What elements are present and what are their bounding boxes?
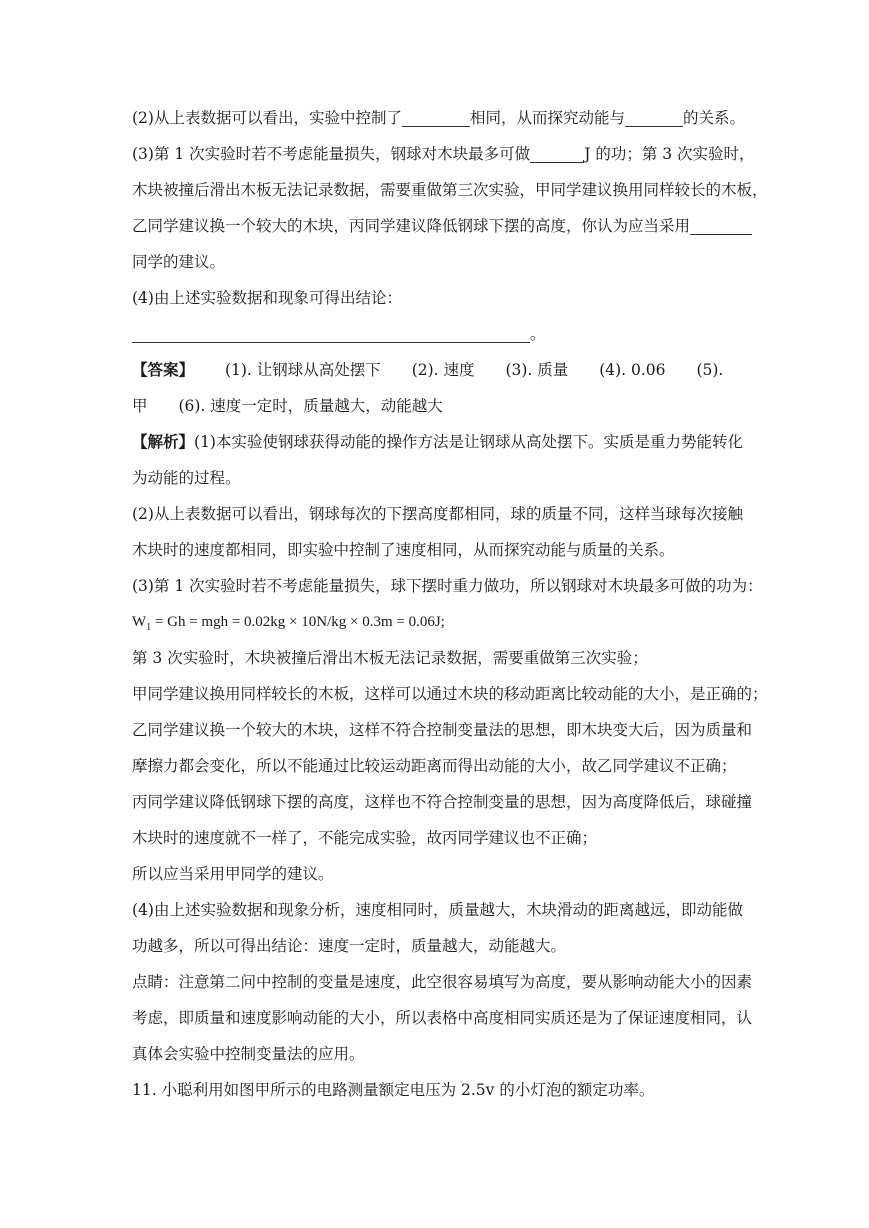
analysis-p2-line-2: 木块时的速度都相同，即实验中控制了速度相同，从而探究动能与质量的关系。 — [132, 541, 675, 559]
analysis-p3-line-6: 摩擦力都会变化，所以不能通过比较运动距离而得出动能的大小，故乙同学建议不正确； — [132, 757, 737, 775]
answer-blank — [402, 106, 470, 127]
question-3-line-1: (3)第 1 次实验时若不考虑能量损失，钢球对木块最多可做 J 的功；第 3 次实验时， — [132, 136, 742, 172]
tip-line-3: 真体会实验中控制变量法的应用。 — [132, 1045, 365, 1063]
analysis-p4-line-1: (4)由上述实验数据和现象分析，速度相同时，质量越大，木块滑动的距离越远，即动能做 — [132, 901, 743, 919]
question-3-line-4: 同学的建议。 — [132, 253, 226, 271]
question-4-line-1: (4)由上述实验数据和现象可得出结论： — [132, 289, 402, 307]
analysis-p3-line-7: 丙同学建议降低钢球下摆的高度，这样也不符合控制变量的思想，因为高度降低后，球碰撞 — [132, 793, 753, 811]
question-3-line-2: 木块被撞后滑出木板无法记录数据，需要重做第三次实验，甲同学建议换用同样较长的木板， — [132, 181, 768, 199]
analysis-p3-line-9: 所以应当采用甲同学的建议。 — [132, 865, 334, 883]
analysis-label: 【解析】 — [132, 432, 195, 451]
analysis-p3-line-8: 木块时的速度就不一样了，不能完成实验，故丙同学建议也不正确； — [132, 829, 598, 847]
work-formula: $W_1 = Gh$ = mgh = 0.02kg × 10N/kg × 0.3m = 0.06J; — [132, 614, 445, 633]
question-11: 11. 小聪利用如图甲所示的电路测量额定电压为 2.5v 的小灯泡的额定功率。 — [132, 1081, 655, 1099]
answer-blank — [690, 214, 752, 235]
answer-line-1: 【答案】 (1). 让钢球从高处摆下 (2). 速度 (3). 质量 (4). 0.06 (5). — [132, 360, 724, 379]
answer-blank — [625, 106, 683, 127]
analysis-p2-line-1: (2)从上表数据可以看出，钢球每次的下摆高度都相同，球的质量不同，这样当球每次接触 — [132, 505, 743, 523]
answer-line-2: 甲 (6). 速度一定时，质量越大，动能越大 — [132, 397, 443, 415]
question-4-line-2: 。 — [132, 316, 742, 352]
analysis-p1-line-1: 【解析】(1)本实验使钢球获得动能的操作方法是让钢球从高处摆下。实质是重力势能转化 — [132, 432, 743, 451]
tip-line-2: 考虑，即质量和速度影响动能的大小，所以表格中高度相同实质还是为了保证速度相同，认 — [132, 1009, 753, 1027]
question-2: (2)从上表数据可以看出，实验中控制了 相同，从而探究动能与 的关系。 — [132, 100, 742, 136]
answer-label: 【答案】 — [132, 360, 195, 379]
document-page — [132, 100, 768, 1108]
analysis-p3-line-4: 甲同学建议换用同样较长的木板，这样可以通过木块的移动距离比较动能的大小，是正确的； — [132, 685, 768, 703]
analysis-p3-line-1: (3)第 1 次实验时若不考虑能量损失，球下摆时重力做功，所以钢球对木块最多可做的功为： — [132, 577, 763, 595]
answer-blank — [132, 322, 530, 343]
analysis-p1-line-2: 为动能的过程。 — [132, 469, 241, 487]
answer-blank — [530, 142, 584, 163]
analysis-p4-line-2: 功越多，所以可得出结论：速度一定时，质量越大，动能越大。 — [132, 937, 567, 955]
analysis-p3-line-3: 第 3 次实验时，木块被撞后滑出木板无法记录数据，需要重做第三次实验； — [132, 649, 648, 667]
analysis-p3-line-5: 乙同学建议换一个较大的木块，这样不符合控制变量法的思想，即木块变大后，因为质量和 — [132, 721, 753, 739]
question-3-line-3: 乙同学建议换一个较大的木块，丙同学建议降低钢球下摆的高度，你认为应当采用 — [132, 208, 742, 244]
tip-line-1: 点睛：注意第二问中控制的变量是速度，此空很容易填写为高度，要从影响动能大小的因素 — [132, 973, 753, 991]
